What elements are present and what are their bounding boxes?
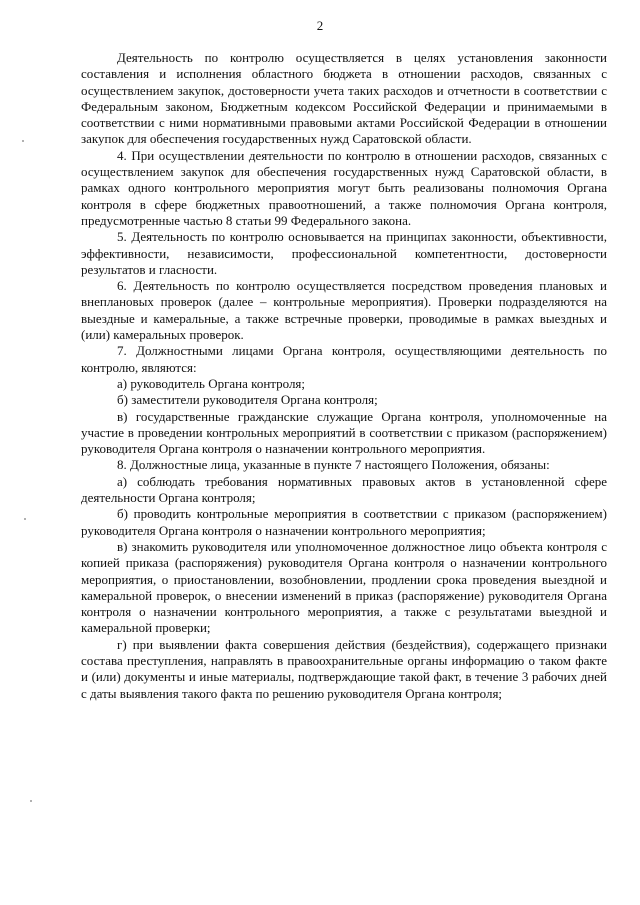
paragraph-7: 7. Должностными лицами Органа контроля, осуществляющими деятельность по контролю, являются: [81, 343, 607, 375]
paragraph-7b: б) заместители руководителя Органа контроля; [117, 392, 378, 408]
scan-dot [30, 800, 32, 802]
page-number: 2 [316, 18, 324, 33]
paragraph-8a: а) соблюдать требования нормативных правовых актов в установленной сфере деятельности Органа контроля; [81, 473, 607, 506]
paragraph-4: 4. При осуществлении деятельности по контролю в отношении расходов, связанных с осуществлением закупок для обеспечения государственных нужд Саратовской области, в рамках одного контрольного мероприятия могут быть реализованы полномочия Органа контроля в сфере бюджетных правоотношений, а также полномочия Органа контроля, предусмотренные частью 8 статьи 99 Федерального закона. [81, 147, 607, 228]
paragraph-8: 8. Должностные лица, указанные в пункте 7 настоящего Положения, обязаны: [117, 457, 550, 473]
paragraph-7a: а) руководитель Органа контроля; [117, 375, 306, 391]
paragraph-5: 5. Деятельность по контролю основывается на принципах законности, объективности, эффективности, независимости, профессиональной компетентности, достоверности результатов и гласности. [81, 229, 607, 277]
paragraph-8g: г) при выявлении факта совершения действия (бездействия), содержащего признаки состава преступления, направлять в правоохранительные органы информацию о таком факте и (или) документы и иные материалы, подтверждающие такой факт, в течение 3 рабочих дней с даты выявления такого факта по решению руководителя Органа контроля; [81, 636, 607, 701]
paragraph-8b: б) проводить контрольные мероприятия в соответствии с приказом (распоряжением) руководителя Органа контроля о назначении контрольного мероприятия; [81, 506, 607, 538]
document-body [81, 50, 607, 702]
paragraph-7v: в) государственные гражданские служащие Органа контроля, уполномоченные на участие в проведении контрольных мероприятий в соответствии с приказом (распоряжением) руководителя Органа контроля о назначении контрольного мероприятия. [81, 408, 607, 457]
scan-dot [22, 140, 24, 142]
paragraph-intro: Деятельность по контролю осуществляется в целях установления законности составления и исполнения областного бюджета в отношении расходов, связанных с осуществлением закупок, достоверности учета таких расходов и отчетности в соответствии с Федеральным законом, Бюджетным кодексом Российской Федерации и принимаемыми в соответствии с ними нормативными правовыми актами Российской Федерации в отношении закупок для обеспечения государственных нужд Саратовской области. [81, 50, 607, 147]
paragraph-8v: в) знакомить руководителя или уполномоченное должностное лицо объекта контроля с копией приказа (распоряжения) руководителя Органа контроля о назначении контрольного мероприятия, о приостановлении, возобновлении, продлении срока проведения выездной и камеральной проверок, о внесении изменений в приказ (распоряжение) руководителя Органа контроля о назначении контрольного мероприятия, а также с результатами выездной и камеральной проверки; [81, 538, 607, 636]
scan-dot [24, 518, 26, 520]
paragraph-6: 6. Деятельность по контролю осуществляется посредством проведения плановых и внеплановых проверок (далее – контрольные мероприятия). Проверки подразделяются на выездные и камеральные, а также встречные проверки, проводимые в рамках выездных и (или) камеральных проверок. [81, 278, 607, 343]
